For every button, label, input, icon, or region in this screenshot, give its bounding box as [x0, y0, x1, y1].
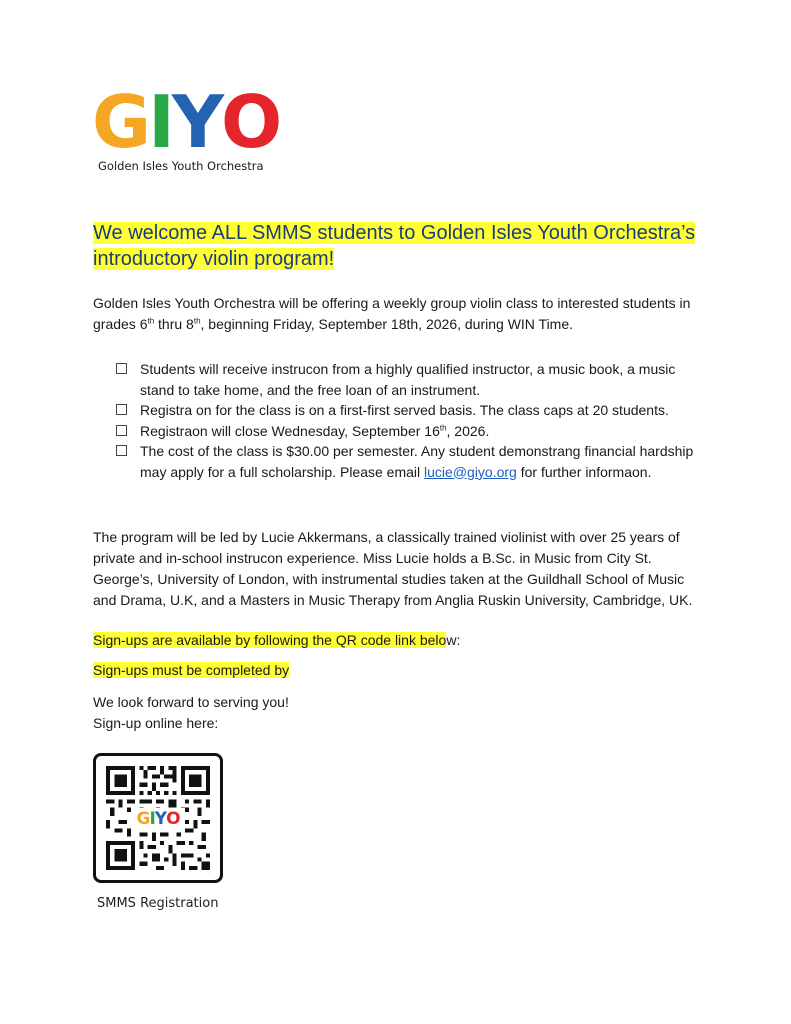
giyo-logo: [92, 80, 292, 180]
list-item: [116, 359, 706, 400]
bullet-text: Students will receive instrucon from a highly qualified instructor, a music book, a music stand to take home, and the free loan of an instrument.: [140, 361, 676, 398]
instructor-bio: The program will be led by Lucie Akkermans, a classically trained violinist with over 25 years of private and in-school instrucon experience. Miss Lucie holds a B.Sc. in Music from City St. George’s, University of London, with instrumental studies taken at the Guildhall School of Music and Drama, U.K, and a Masters in Music Therapy from Anglia Ruskin University, Cambridge, UK.: [93, 529, 693, 608]
bullet-text: Registra on for the class is on a first-first served basis. The class caps at 20 students.: [140, 402, 669, 418]
qr-caption: SMMS Registration: [97, 896, 219, 911]
signup-rest: w:: [446, 632, 461, 648]
list-item: [116, 421, 706, 442]
intro-sup-1: th: [147, 316, 155, 326]
signup-line-2: [93, 660, 703, 681]
headline-text: We welcome ALL SMMS students to Golden Isles Youth Orchestra’s introductory violin program!: [93, 222, 696, 270]
logo-letter-g: G: [92, 80, 149, 164]
checkbox-bullet-icon: [116, 445, 127, 456]
intro-paragraph: [93, 293, 703, 335]
bullet-text: The cost of the class is $30.00 per semester. Any student demonstrang financial hardship may apply for a full scholarship. Please email: [140, 443, 694, 480]
email-link[interactable]: lucie@giyo.org: [424, 463, 517, 480]
checkbox-bullet-icon: [116, 363, 127, 374]
intro-text-2: thru 8: [154, 316, 194, 332]
bullet-text: Registraon will close Wednesday, September 16: [140, 422, 440, 439]
info-bullet-list: [116, 359, 706, 482]
signup-deadline: Sign-ups must be completed by: [93, 662, 290, 678]
qr-center-logo: [131, 808, 185, 830]
qr-letter-o: O: [166, 809, 180, 829]
list-item: [116, 400, 706, 421]
intro-sup-2: th: [193, 316, 201, 326]
qr-letter-g: G: [136, 809, 150, 829]
list-item: [116, 441, 706, 482]
logo-tagline: Golden Isles Youth Orchestra: [98, 159, 264, 173]
logo-letter-i: I: [148, 80, 172, 164]
qr-letter-i: I: [149, 809, 155, 829]
bullet-sup: th: [439, 422, 447, 432]
checkbox-bullet-icon: [116, 425, 127, 436]
qr-letter-y: Y: [154, 809, 167, 829]
qr-code[interactable]: [93, 753, 223, 883]
bullet-text-end: for further informaon.: [516, 463, 652, 480]
bullet-text-end: , 2026.: [446, 422, 490, 439]
headline: [93, 220, 713, 272]
signup-highlight: Sign-ups are available by following the QR code link belo: [93, 632, 447, 648]
logo-letter-y: Y: [171, 80, 222, 164]
closing-line-2: Sign-up online here:: [93, 715, 219, 731]
checkbox-bullet-icon: [116, 404, 127, 415]
intro-text-1: Golden Isles Youth Orchestra will be offering a weekly group violin class to interested students in grades 6: [93, 295, 691, 332]
signup-line-1: [93, 630, 703, 651]
logo-letter-o: O: [221, 80, 280, 164]
intro-text-3: , beginning Friday, September 18th, 2026, during WIN Time.: [200, 316, 574, 332]
closing-line-1: We look forward to serving you!: [93, 694, 289, 710]
logo-letters: [92, 80, 280, 164]
